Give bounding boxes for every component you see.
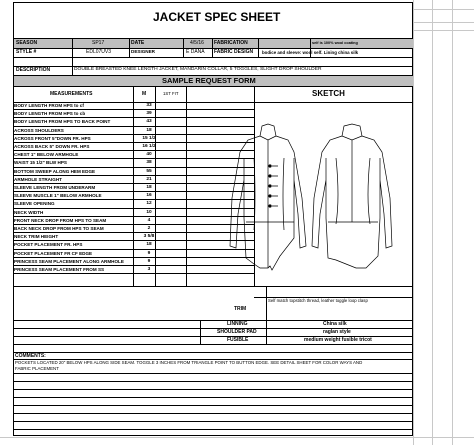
measurement-value[interactable]: 16 bbox=[146, 193, 152, 199]
shoulder-pad-label: SHOULDER PAD bbox=[217, 329, 257, 335]
measurement-value[interactable]: 12 bbox=[146, 201, 152, 207]
measurement-name: FRONT NECK DROP FROM HPS TO SEAM bbox=[14, 217, 107, 223]
measurement-name: ARMHOLE STRAIGHT bbox=[14, 176, 62, 182]
shoulder-pad-value: raglan style bbox=[323, 329, 351, 335]
jacket-sketch bbox=[210, 118, 410, 298]
sample-request-form-heading: SAMPLE REQUEST FORM bbox=[162, 76, 256, 85]
measurement-value[interactable]: 18 bbox=[146, 185, 152, 190]
fabrication-value: self is 100% wool coating bbox=[312, 41, 358, 45]
measurement-name: ACROSS SHOULDERS bbox=[14, 127, 64, 133]
measurement-name: SLEEVE LENGTH FROM UNDERARM bbox=[14, 185, 96, 190]
measurement-value[interactable]: 38 bbox=[146, 160, 152, 166]
fusible-label: FUSIBLE bbox=[227, 337, 249, 343]
measurement-name: PRINCESS SEAM PLACEMENT FROM SS bbox=[14, 267, 105, 272]
measurement-name: PRINCESS SEAM PLACEMENT ALONG ARMHOLE bbox=[14, 258, 124, 264]
measurement-value[interactable]: 3 bbox=[147, 267, 151, 272]
measurement-value[interactable]: 3 5/8 bbox=[143, 234, 155, 240]
measurement-value[interactable]: 21 bbox=[146, 176, 152, 182]
measurement-row bbox=[13, 102, 254, 110]
measurement-value[interactable]: 18 bbox=[146, 127, 152, 133]
trim-label: TRIM bbox=[234, 306, 247, 312]
comments-text-line2: FABRIC PLACEMENT bbox=[15, 366, 59, 371]
first-fit-header: 1ST FIT bbox=[163, 91, 179, 96]
lining-label: LINNING bbox=[227, 321, 248, 327]
measurement-name: BODY LENGTH FROM HPS to cb bbox=[14, 111, 86, 117]
measurement-value[interactable]: 18 bbox=[146, 242, 152, 248]
measurement-name: ACROSS FRONT 5"DOWN FR. HPS bbox=[14, 135, 91, 141]
measurement-name: BODY LENGTH FROM HPS TO BACK POINT bbox=[14, 119, 111, 125]
date-value: 4/5/16 bbox=[190, 40, 204, 46]
lining-value: China silk bbox=[323, 321, 347, 327]
measurement-name: POCKET PLACEMENT FR CF EDGE bbox=[14, 250, 93, 256]
fabrication-label: FABRICATION bbox=[214, 40, 248, 46]
description-label: DESCRIPTION bbox=[16, 67, 51, 73]
measurement-name: SLEEVE OPENING bbox=[14, 201, 55, 207]
measurement-value[interactable]: 39 bbox=[146, 111, 152, 117]
measurement-value[interactable]: 4 bbox=[147, 217, 151, 223]
fusible-value: medium weight fusible tricot bbox=[304, 337, 372, 343]
comments-label: COMMENTS: bbox=[15, 353, 46, 359]
measurement-name: BOTTOM SWEEP ALONG HEM EDGE bbox=[14, 168, 96, 174]
measurement-name: ACROSS BACK 5" DOWN FR. HPS bbox=[14, 144, 90, 149]
measurement-value[interactable]: 15 1/2 bbox=[142, 135, 156, 141]
measurement-name: BACK NECK DROP FROM HPS TO SEAM bbox=[14, 226, 104, 231]
measurement-value[interactable]: 33 bbox=[146, 103, 152, 108]
measurement-value[interactable]: 10 bbox=[146, 209, 152, 215]
page-title: JACKET SPEC SHEET bbox=[153, 10, 281, 24]
season-value: SP17 bbox=[92, 40, 105, 46]
date-label: DATE bbox=[131, 40, 145, 46]
jacket-front-back-illustration bbox=[210, 118, 410, 298]
fabric-design-value: bodice and sleeve: wool self. Lining china silk bbox=[262, 50, 359, 55]
measurement-value[interactable]: 9 bbox=[147, 250, 151, 256]
comments-text-line1: POCKETS LOCATED 20" BELOW HPS ALONG SIDE SEAM. TOGGLE 3 INCHES FROM TRIANGLE POINT TO BUTTON EDGE. SEE DETAIL SHEET FOR COLOR WAYS AND bbox=[15, 360, 363, 365]
measurement-value[interactable]: 55 bbox=[146, 168, 152, 174]
fabric-design-label: FABRIC DESIGN bbox=[214, 49, 254, 55]
trim-note: Self match topstitch thread, leather toggle loop clasp bbox=[268, 298, 368, 303]
designer-label: DESIGNER bbox=[131, 49, 155, 54]
measurement-name: NECK TRIM HEIGHT bbox=[14, 234, 59, 240]
measurements-header: MEASUREMENTS bbox=[50, 91, 93, 97]
description-value: DOUBLE BREASTED KNEE LENGTH JACKET, MANDARIN COLLAR, 5 TOGGLES, SLIGHT DROP SHOULDER bbox=[74, 67, 322, 72]
measurement-value[interactable]: 40 bbox=[146, 152, 152, 158]
measurement-value[interactable]: 16 1/2 bbox=[142, 144, 156, 149]
sketch-heading: SKETCH bbox=[312, 89, 345, 98]
season-label: SEASON bbox=[16, 40, 38, 46]
measurement-name: SLEEVE MUSCLE 1" BELOW ARMHOLE bbox=[14, 193, 102, 199]
measurement-value[interactable]: 2 bbox=[147, 226, 151, 231]
measurement-value[interactable]: 9 bbox=[147, 258, 151, 264]
measurement-name: BODY LENGTH FROM HPS to cf bbox=[14, 103, 84, 108]
measurement-name: POCKET PLACEMENT FR. HPS bbox=[14, 242, 83, 248]
measurement-name: NECK WIDTH bbox=[14, 209, 44, 215]
style-value: EDL07UV3 bbox=[86, 49, 112, 55]
measurement-name: WAIST 15 1/2" BLW HPS bbox=[14, 160, 67, 166]
measurement-value[interactable]: 43 bbox=[146, 119, 152, 125]
size-m-header: M bbox=[142, 91, 147, 97]
designer-value: E DANA bbox=[186, 49, 205, 55]
style-label: STYLE # bbox=[16, 49, 37, 55]
measurement-name: CHEST 1" BELOW ARMHOLE bbox=[14, 152, 79, 158]
